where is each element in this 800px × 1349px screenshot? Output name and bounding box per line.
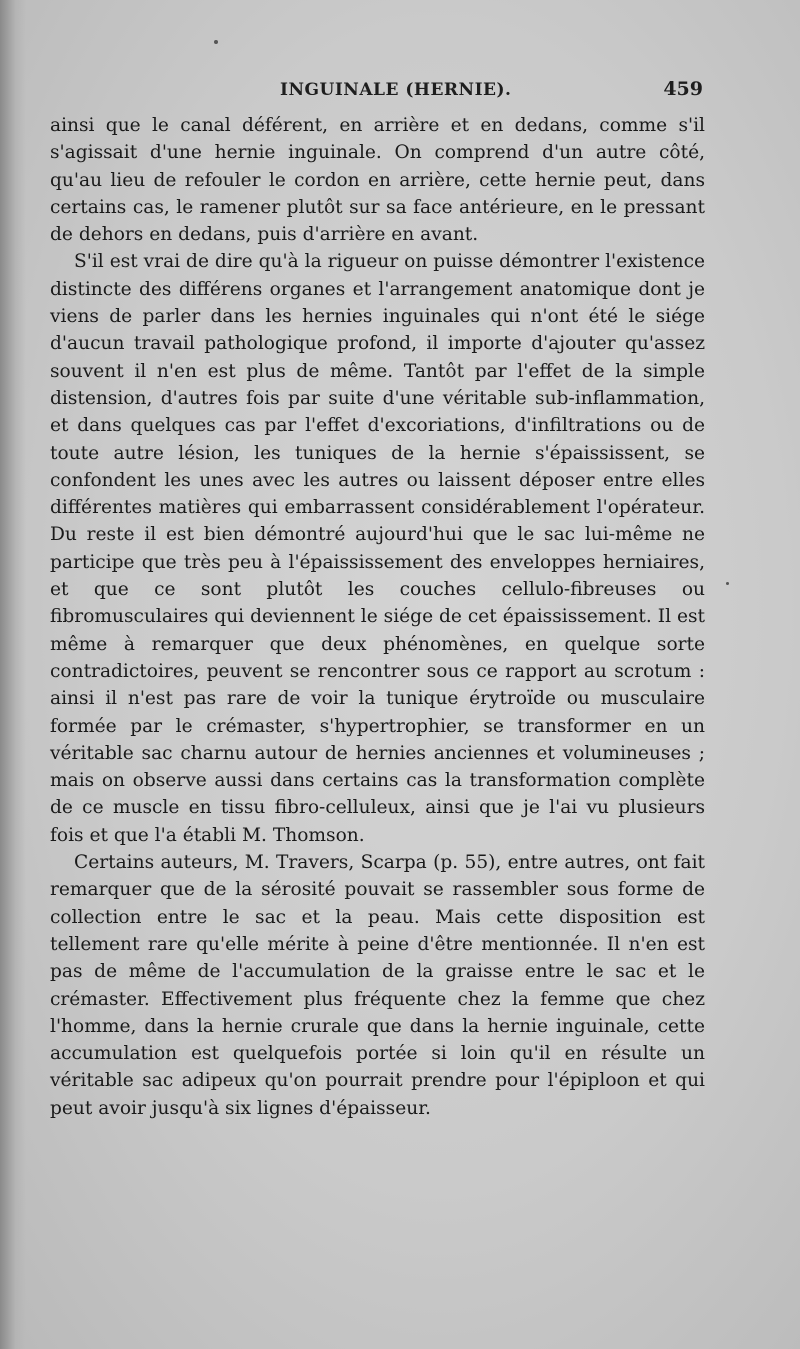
running-title: INGUINALE (HERNIE). (280, 80, 512, 100)
ink-speck (726, 582, 729, 585)
body-text (50, 112, 705, 1122)
paragraph: ainsi que le canal déférent, en arrière et en dedans, comme s'il s'agissait d'une hernie inguinale. On comprend d'un autre côté, qu'au lieu de refouler le cordon en arrière, cette hernie peut, dans certains cas, le ramener plutôt sur sa face antérieure, en le pressant de dehors en dedans, puis d'arrière en avant. (50, 115, 705, 246)
paragraph: S'il est vrai de dire qu'à la rigueur on puisse démontrer l'existence distincte des différens organes et l'arrangement anatomique dont je viens de parler dans les hernies inguinales qui n'ont été le siége d'aucun travail pathologique profond, il importe d'ajouter qu'assez souvent il n'en est plus de même. Tantôt par l'effet de la simple distension, d'autres fois par suite d'une véritable sub-inflammation, et dans quelques cas par l'effet d'excoriations, d'infiltrations ou de toute autre lésion, les tuniques de la hernie s'épaississent, se confondent les unes avec les autres ou laissent déposer entre elles différentes matières qui embarrassent considérablement l'opérateur. Du reste il est bien démontré aujourd'hui que le sac lui-même ne participe que très peu à l'épaississement des enveloppes herniaires, et que ce sont plutôt les couches cellulo-fibreuses ou fibromusculaires qui deviennent le siége de cet épaississement. Il est même à remarquer que deux phénomènes, en quelque sorte contradictoires, peuvent se rencontrer sous ce rapport au scrotum : ainsi il n'est pas rare de voir la tunique érytroïde ou musculaire formée par le crémaster, s'hypertrophier, se transformer en un véritable sac charnu autour de hernies anciennes et volumineuses ; mais on observe aussi dans certains cas la transformation complète de ce muscle en tissu fibro-celluleux, ainsi que je l'ai vu plusieurs fois et que l'a établi M. Thomson. (50, 251, 705, 846)
ink-speck (214, 40, 218, 44)
binding-gutter (0, 0, 26, 1349)
page-number: 459 (663, 78, 703, 100)
paragraph: Certains auteurs, M. Travers, Scarpa (p. 55), entre autres, ont fait remarquer que de la sérosité pouvait se rassembler sous forme de collection entre le sac et la peau. Mais cette disposition est tellement rare qu'elle mérite à peine d'être mentionnée. Il n'en est pas de même de l'accumulation de la graisse entre le sac et le crémaster. Effectivement plus fréquente chez la femme que chez l'homme, dans la hernie crurale que dans la hernie inguinale, cette accumulation est quelquefois portée si loin qu'il en résulte un véritable sac adipeux qu'on pourrait prendre pour l'épiploon et qui peut avoir jusqu'à six lignes d'épaisseur. (50, 852, 705, 1119)
page-header (50, 78, 705, 104)
